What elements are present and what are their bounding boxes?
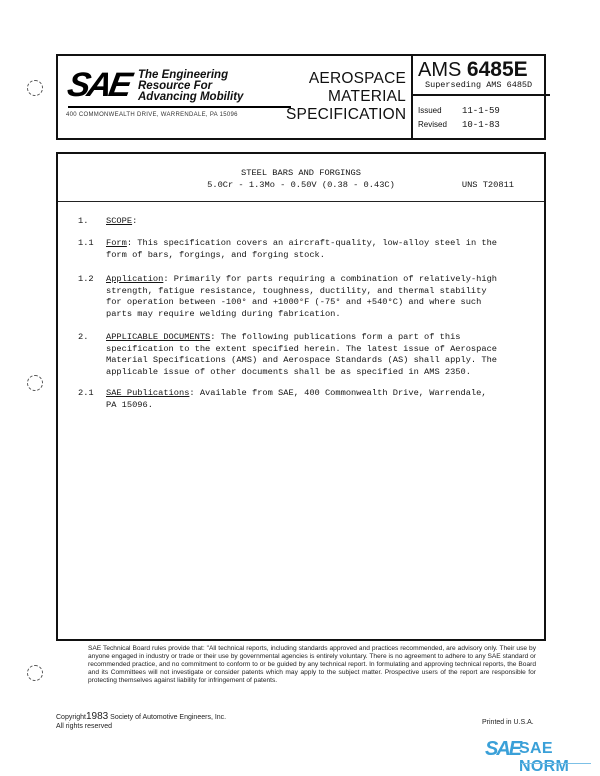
section-text: specification to the extent specified herein. The latest issue of Aerospace [106,343,498,354]
copyright-prefix: Copyright [56,714,86,721]
section-1-scope [78,216,538,228]
punch-hole-top [27,80,43,96]
section-text: : This specification covers an aircraft-quality, low-alloy steel in the [126,238,498,248]
section-text: parts may require welding during fabrication. [106,308,341,319]
section-1-2-application [78,274,538,320]
tagline-line-3: Advancing Mobility [138,91,244,103]
uns-number: UNS T20811 [461,180,514,190]
section-text: : Available from SAE, 400 Commonwealth Drive, Warrendale, [189,388,487,398]
section-number: 1.1 [78,238,94,248]
watermark-text: SAE NORM [519,740,570,775]
sae-logo-icon: SAE [64,66,133,104]
section-heading: SCOPE [106,216,133,226]
logo-divider [68,106,291,108]
copyright-block [56,712,226,731]
tagline-line-2: Resource For [138,80,213,92]
punch-hole-middle [27,375,43,391]
section-2-applicable-documents [78,332,538,378]
watermark-rule [521,763,591,764]
technical-board-notice: SAE Technical Board rules provide that: "All technical reports, including standards approved and practices recommended, are advisory only. Their use by anyone engaged in industry or trade or their use by governmental agencies is entirely voluntary. There is no agreement to adhere to any SAE standard or recommended practice, and no commitment to conform to or be guided by any technical report. In formulating and approving technical reports, the Board and its Committees will not investigate or consider patents which may apply to the subject matter. Prospective users of the report are responsible for protecting themselves against liability for infringement of patents. [88,645,536,684]
copyright-owner: Society of Automotive Engineers, Inc. [108,714,227,721]
section-number: 1.2 [78,274,94,284]
section-text: applicable issue of other documents shall be as specified in AMS 2350. [106,366,471,377]
section-number: 2.1 [78,388,94,398]
specification-body [56,152,546,641]
material-composition: 5.0Cr - 1.3Mo - 0.50V (0.38 - 0.43C) [207,179,395,190]
issued-label: Issued [418,106,442,115]
section-text: : Primarily for parts requiring a combination of relatively-high [163,274,498,284]
rights-reserved: All rights reserved [56,723,113,730]
section-text: form of bars, forgings, and forging stock. [106,249,325,260]
title-divider [58,201,544,202]
issue-dates [418,104,500,132]
punch-hole-bottom [27,665,43,681]
section-text: PA 15096. [106,399,153,410]
revised-date: 10-1-83 [462,120,500,130]
spec-title-line-2: MATERIAL [328,88,406,105]
sae-norm-watermark [485,738,595,775]
section-heading: Application [106,274,164,284]
section-1-1-form [78,238,538,261]
sae-watermark-logo-icon: SAE [485,738,521,760]
spec-title-line-3: SPECIFICATION [286,106,407,123]
section-2-1-sae-publications [78,388,538,411]
material-title-line-1: STEEL BARS AND FORGINGS [241,168,361,178]
printed-in: Printed in U.S.A. [482,719,534,726]
revised-label: Revised [418,120,447,129]
section-text: : The following publications form a part of this [210,332,461,342]
section-heading: SAE Publications [106,388,190,398]
section-text: Material Specifications (AMS) and Aerospace Standards (AS) shall apply. The [106,355,498,366]
spec-type-title [286,70,406,124]
sae-tagline [138,70,243,103]
sae-address: 400 COMMONWEALTH DRIVE, WARRENDALE, PA 15096 [66,112,238,118]
tagline-line-1: The Engineering [138,69,229,81]
document-header [56,54,546,140]
section-heading: Form [106,238,127,248]
section-number: 1. [78,216,89,226]
ams-number [418,58,528,82]
heading-colon: : [132,216,138,226]
section-text: for operation between -100° and +1000°F (-75° and +540°C) and where such [106,297,482,308]
ams-number-box [411,54,550,140]
ams-prefix: AMS [418,59,462,81]
superseding-note: Superseding AMS 6485D [425,80,533,90]
copyright-year: 1983 [85,711,109,722]
section-number: 2. [78,332,89,342]
section-heading: APPLICABLE DOCUMENTS [106,332,211,342]
section-text: strength, fatigue resistance, toughness, ductility, and thermal stability [106,285,487,296]
spec-title-line-1: AEROSPACE [308,70,406,87]
ams-designation: 6485E [466,58,528,81]
issued-date: 11-1-59 [462,106,500,116]
